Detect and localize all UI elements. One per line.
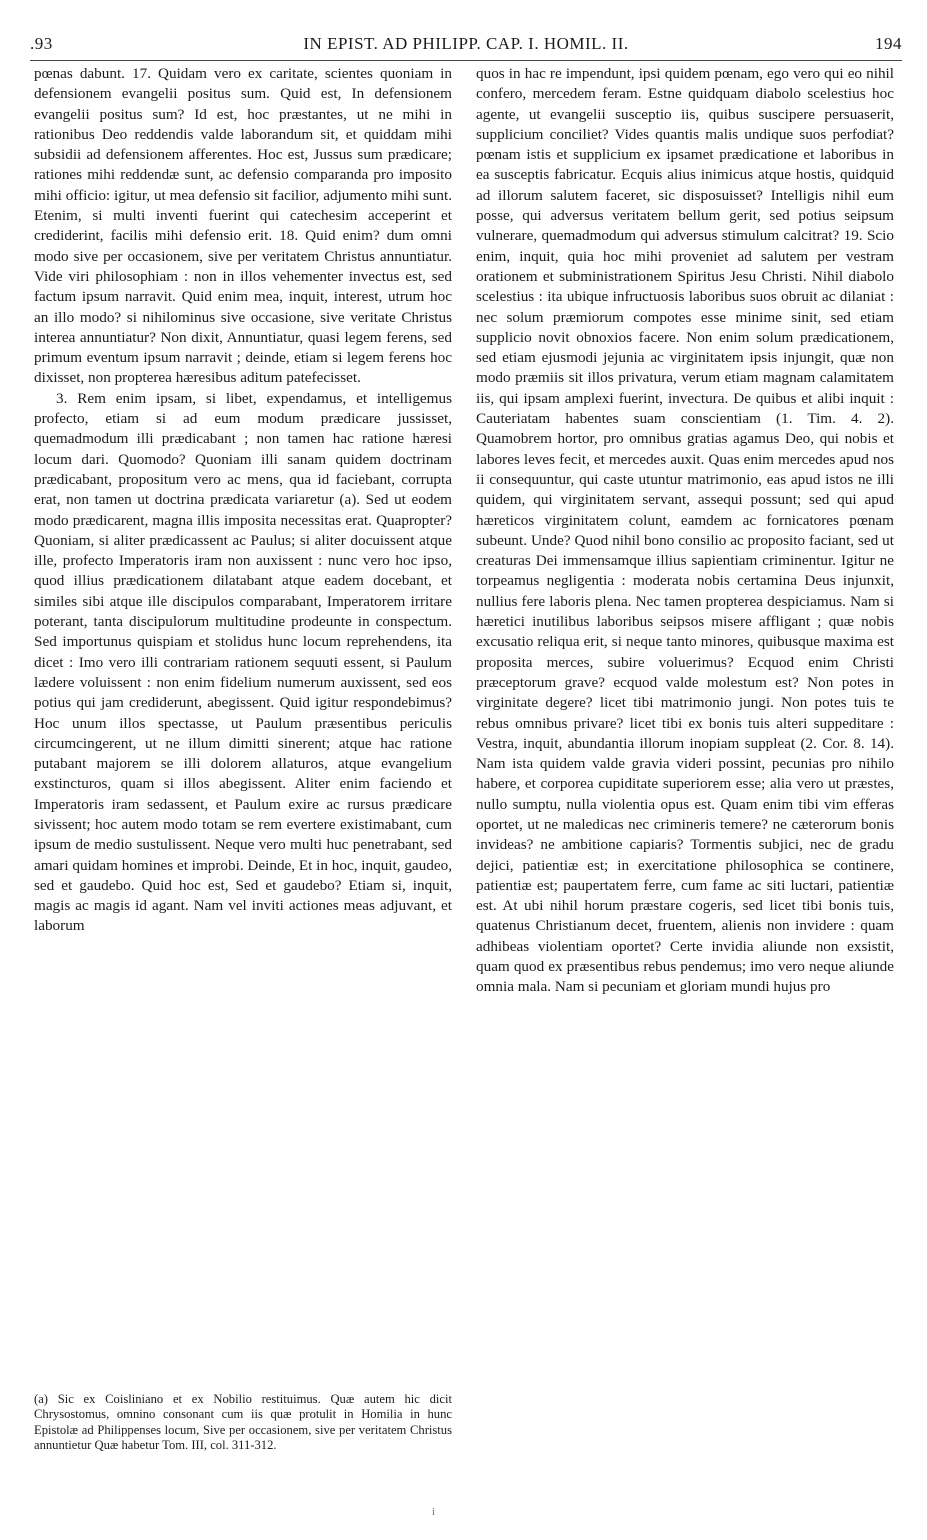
left-paragraph-1: pœnas dabunt. 17. Quidam vero ex caritate, scientes quoniam in defensionem evangelii positus sum. Quid est, In defensionem evangelii positus sum? Id est, hoc præstantes, ut ne mihi in rationibus Deo reddendis valde laborandum sit, et quiddam mihi subsidii ad defensionem afferentes. Hoc est, Jussus sum prædicare; rationes mihi reddendæ sunt, ac defensio comparanda pro imposito mihi officio: igitur, ut mea defensio sit facilior, adjumento mihi sunt. Etenim, si multi inventi fuerint qui catechesim acceperint et crediderint, facilis mihi defensio erit. 18. Quid enim? dum omni modo sive per occasionem, sive per veritatem Christus annuntiatur. Vide viri philosophiam : non in illos vehementer invectus est, sed factum ipsum narravit. Quid enim mea, inquit, interest, utrum hoc an illo modo? si nihilominus sive occasione, sive veritate Christus interea annuntiatur? Non dixit, Annuntiatur, quasi legem ferens, sed primum eventum ipsum narravit ; deinde, etiam si legem ferens hoc dixisset, non propterea hæresibus aditum patefecisset. [34, 65, 452, 387]
left-paragraph-2: 3. Rem enim ipsam, si libet, expendamus, et intelligemus profecto, etiam si ad eum modum prædicare jussisset, quemadmodum illi prædicabant ; non tamen hac ratione hæresi locum dari. Quomodo? Quoniam illi sanam quidem doctrinam prædicabant, propositum vero ac mens, qua id faciebant, corrupta erat, non tamen ut doctrina prædicata variaretur (a). Sed ut eodem modo prædicarent, magna illis imposita necessitas erat. Quapropter? Quoniam, si aliter prædicassent ac Paulus; si aliter docuissent atque ille, profecto Imperatoris iram non auxissent : nunc vero hoc ipso, quod illius prædicationem dilatabant atque eadem docebant, et similes sibi atque ille discipulos comparabant, Imperatorem irritare poterant, tanta discipulorum multitudine prodeunte in conspectum. Sed importunus quispiam et stolidus hunc locum reprehendens, ita dicet : Imo vero illi contrariam rationem sequuti essent, si Paulum lædere voluissent : non enim fidelium numerum auxissent, sed eos potius qui jam crediderunt, abegissent. Quid igitur respondebimus? Hoc unum illos spectasse, ut Paulum præsentibus periculis circumcingerent, ut ne illum dimitti sinerent; atque hac ratione putabant majorem se illi dolorem allaturos, atque evangelium exstincturos, quam si illos abegissent. Aliter enim faciendo et Imperatoris iram sedassent, et Paulum exire ac rursus prædicare sivissent; hoc autem modo totam se rem evertere existimabant, cum ipsum de medio sustulissent. Neque vero multi huc penetrabant, sed amari quidam homines et improbi. Deinde, Et in hoc, inquit, gaudeo, sed et gaudebo. Quid hoc est, Sed et gaudebo? Etiam si, inquit, magis ac magis id agant. Nam vel inviti actiones meas adjuvant, et laborum [34, 389, 452, 935]
footnote: (a) Sic ex Coisliniano et ex Nobilio restituimus. Quæ autem hic dicit Chrysostomus, omnino consonant cum iis quæ protulit in Homilia in hunc Epistolæ ad Philippenses locum, Sive per occasionem, sive per veritatem Christus annuntietur Quæ habetur Tom. III, col. 311-312. [34, 1392, 452, 1453]
right-paragraph-1: quos in hac re impendunt, ipsi quidem pœnam, ego vero qui eo nihil confero, mercedem feram. Estne quidquam diabolo scelestius hoc agente, ut evangelii susceptio iis, quibus suscipere persuaserit, supplicium conciliet? Vides quantis malis undique suos perfodiat? pœnam istis et supplicium ex ipsamet prædicatione et laboribus in ea susceptis fabricatur. Ecquis alius inimicus atque hostis, quidquid ad illorum salutem faceret, sic disposuisset? Intelligis nihil eum posse, qui adversus veritatem bellum gerit, sed potius seipsum vulnerare, quemadmodum qui adversus stimulum calcitrat? 19. Scio enim, inquit, quia hoc mihi proveniet ad salutem per vestram orationem et subministrationem Spiritus Jesu Christi. Nihil diabolo scelestius : ita ubique infructuosis laboribus suos obruit ac dilaniat : nec solum præmiorum compotes esse minime sinit, sed etiam supplicio novit obnoxios facere. Non enim solum prædicationem, sed etiam ejusmodi jejunia ac virginitatem ipsis injungit, quæ non modo præmiis sit illos privatura, verum etiam magnam calamitatem iis, qui ipsam amplexi fuerint, invectura. De quibus et alibi inquit : Cauteriatam habentes suam conscientiam (1. Tim. 4. 2). Quamobrem hortor, pro omnibus gratias agamus Deo, qui nobis et labores leves fecit, et mercedes auxit. Quas enim mercedes apud nos ii consequuntur, qui caste utuntur matrimonio, eas apud istos ne illi quidem, qui virginitatem servant, assequi possunt; sed qui apud hæreticos virginitatem colunt, eamdem ac fornicatores pœnam subeunt. Unde? Quod nihil bono consilio ac proposito faciant, sed ut creaturas Dei immensamque illius sapientiam criminentur. Igitur ne torpeamus negligentia : moderata nobis certamina Deus injunxit, nullius fere laboris plena. Nec tamen propterea despiciamus. Nam si hæretici inutilibus laboribus seipsos misere affligant ; quæ nobis excusatio reliqua erit, si neque tanto minores, quibusque maxima est proposita merces, subire voluerimus? Ecquod enim Christi præceptorum grave? ecquod valde molestum est? Non potes in virginitate degere? licet tibi matrimonio jungi. Non potes tuis te rebus omnibus privare? licet tibi ex bonis tuis alteri suppeditare : Vestra, inquit, abundantia illorum inopiam suppleat (2. Cor. 8. 14). Nam ista quidem valde gravia videri possint, pecunias pro nihilo habere, et corporea cupiditate superiorem esse; alia vero ut præstes, nullo sumptu, nulla violentia opus est. Quam enim tibi vim efferas oportet, ut ne maledicas nec crimineris temere? ne cæterorum bonis invideas? ne ambitione capiaris? Tormentis subjici, nec de gradu dejici, patientiæ est; in exercitatione philosophica se continere, patientiæ est; paupertatem ferre, cum fame ac siti luctari, patientiæ est. At ubi nihil horum præstare cogeris, sed licet tibi bonis tuis, quatenus Christianum decet, fruentem, alienis non invidere : quam adhibeas violentiam oportet? Certe invidia aliunde non exsistit, quam quod ex præsentibus rebus pendemus; imo vero neque aliunde omnia mala. Nam si pecuniam et gloriam mundi hujus pro [476, 65, 894, 996]
left-column [34, 64, 452, 937]
page-number-left: .93 [30, 34, 53, 53]
stray-mark: i [432, 1506, 436, 1518]
header-rule [30, 60, 902, 61]
page-number-right: 194 [875, 34, 902, 53]
right-column [476, 64, 894, 998]
running-title: IN EPIST. AD PHILIPP. CAP. I. HOMIL. II. [303, 34, 629, 53]
running-head [30, 34, 902, 60]
